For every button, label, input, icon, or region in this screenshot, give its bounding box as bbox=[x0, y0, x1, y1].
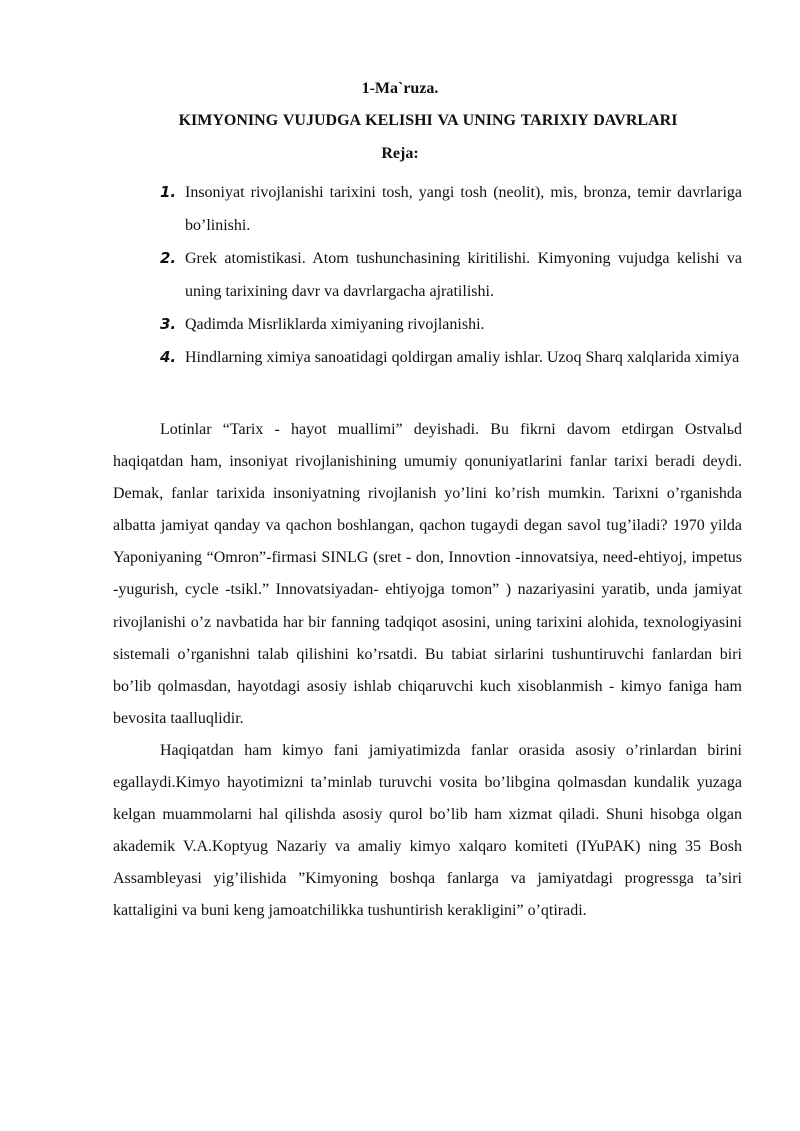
plan-item-number: 4. bbox=[160, 348, 177, 366]
plan-item-text: Qadimda Misrliklarda ximiyaning rivojlanishi. bbox=[185, 316, 485, 333]
body-text bbox=[113, 414, 742, 928]
plan-item-number: 3. bbox=[160, 315, 177, 333]
plan-list bbox=[160, 176, 742, 374]
plan-item-text: Insoniyat rivojlanishi tarixini tosh, yangi tosh (neolit), mis, bronza, temir davrlariga bo’linishi. bbox=[185, 184, 742, 234]
plan-item-number: 2. bbox=[160, 249, 177, 267]
lecture-number: 1-Ma`ruza. bbox=[361, 80, 439, 97]
document-title: KIMYONING VUJUDGA KELISHI VA UNING TARIXIY DAVRLARI bbox=[178, 112, 678, 129]
plan-item-number: 1. bbox=[160, 183, 177, 201]
plan-item bbox=[160, 308, 742, 341]
plan-item-text: Hindlarning ximiya sanoatidagi qoldirgan amaliy ishlar. Uzoq Sharq xalqlarida ximiya bbox=[185, 349, 740, 366]
plan-heading: Reja: bbox=[381, 145, 419, 162]
paragraph: Haqiqatdan ham kimyo fani jamiyatimizda fanlar orasida asosiy o’rinlardan birini egallaydi.Kimyo hayotimizni ta’minlab turuvchi vosita bo’libgina qolmasdan kundalik yuzaga kelgan muammolarni hal qilishda asosiy qurol bo’lib ham xizmat qiladi. Shuni hisobga olgan akademik V.A.Koptyug Nazariy va amaliy kimyo xalqaro komiteti (IYuPAK) ning 35 Bosh Assambleyasi yig’ilishida ”Kimyoning boshqa fanlarga va jamiyatdagi progressga ta’siri kattaligini va buni keng jamoatchilikka tushuntirish kerakligini” o’qtiradi. bbox=[113, 741, 742, 920]
plan-item bbox=[160, 341, 742, 374]
plan-item bbox=[160, 242, 742, 308]
plan-item bbox=[160, 176, 742, 242]
paragraph: Lotinlar “Tarix - hayot muallimi” deyishadi. Bu fikrni davom etdirgan Ostvalьd haqiqatdan ham, insoniyat rivojlanishining umumiy qonuniyatlarini fanlar tarixi beradi deydi. Demak, fanlar tarixida insoniyatning rivojlanish yo’lini ko’rish mumkin. Tarixni o’rganishda albatta jamiyat qanday va qachon boshlangan, qachon tugaydi degan savol tug’iladi? 1970 yilda Yaponiyaning “Omron”-firmasi SINLG (sret - don, Innovtion -innovatsiya, need-ehtiyoj, impetus -yugurish, cycle -tsikl.” Innovatsiyadan- ehtiyojga tomon” ) nazariyasini yaratib, unda jamiyat rivojlanishi o’z navbatida har bir fanning tadqiqot asosini, uning tarixini alohida, texnologiyasini sistemali o’rganishni talab qilishini ko’rsatdi. Bu tabiat sirlarini tushuntiruvchi fanlardan biri bo’lib qolmasdan, hayotdagi asosiy ishlab chiqaruvchi kuch xisoblanmish - kimyo faniga ham bevosita taalluqlidir. bbox=[113, 421, 742, 727]
plan-item-text: Grek atomistikasi. Atom tushunchasining kiritilishi. Kimyoning vujudga kelishi va uning tarixining davr va davrlargacha ajratilishi. bbox=[185, 250, 742, 300]
